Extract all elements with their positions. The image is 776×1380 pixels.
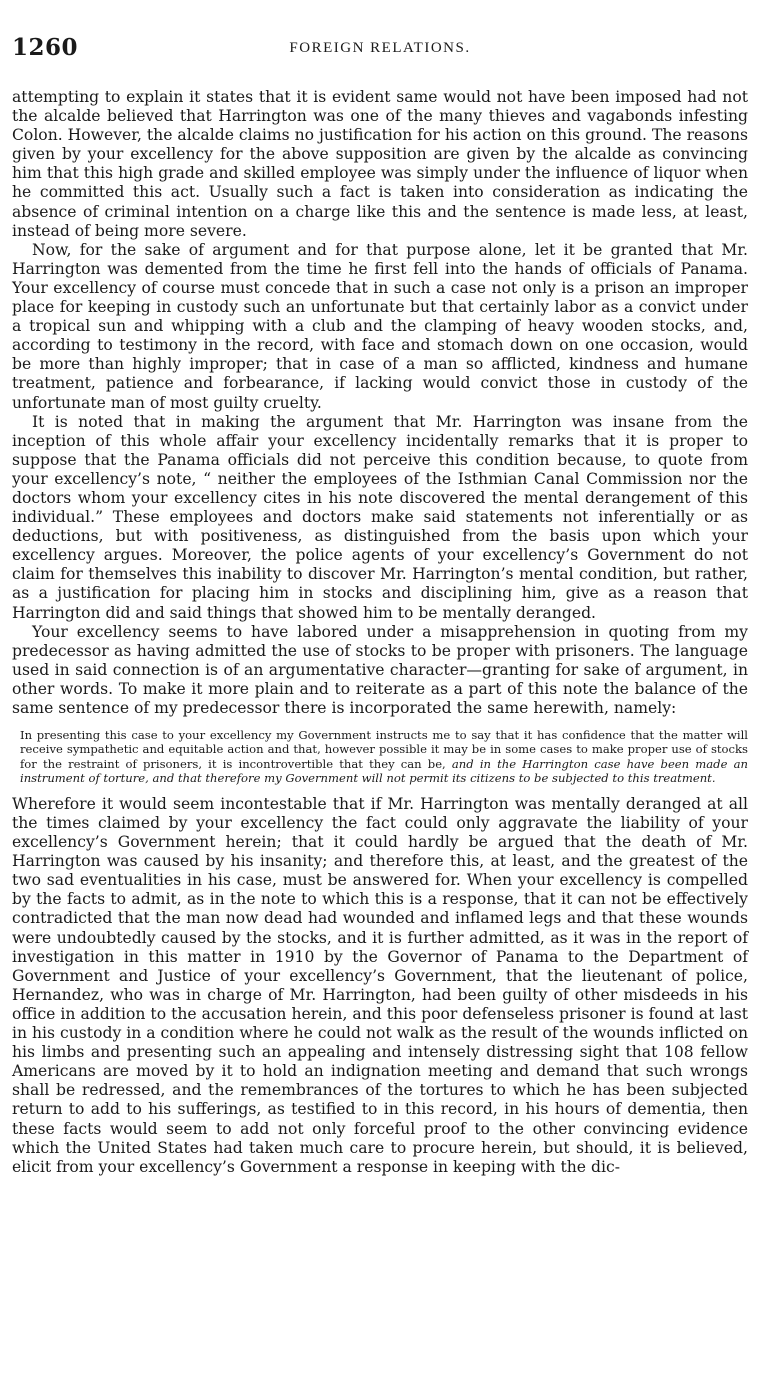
paragraph-continuation: attempting to explain it states that it is evident same would not have been imposed had not the alcalde believed that Harrington was one of the many thieves and vagabonds infesting Colon. However, the alcalde claims no justification for his action on this ground. The reasons given by your excellency for the above supposition are given by the alcalde as convincing him that this high grade and skilled employee was simply under the influence of liquor when he committed this act. Usually such a fact is taken into consideration as indicating the absence of criminal intention on a charge like this and the sentence is made less, at least, instead of being more severe. (12, 88, 748, 240)
paragraph: Now, for the sake of argument and for that purpose alone, let it be granted that Mr. Harrington was demented from the time he first fell into the hands of officials of Panama. Your excellency of course must concede that in such a case not only is a prison an improper place for keeping in custody such an unfortunate but that certainly labor as a convict under a tropical sun and whipping with a club and the clamping of heavy wooden stocks, and, according to testimony in the record, with face and stomach down on one occasion, would be more than highly improper; that in case of a man so afflicted, kindness and humane treatment, patience and forbearance, if lacking would convict those in custody of the unfortunate man of most guilty cruelty. (12, 240, 748, 412)
paragraph: It is noted that in making the argument that Mr. Harrington was insane from the inception of this whole affair your excellency incidentally remarks that it is proper to suppose that the Panama officials did not perceive this condition because, to quote from your excellency’s note, “ neither the employees of the Isthmian Canal Commission nor the doctors whom your excellency cites in his note discovered the mental derangement of this individual.” These employees and doctors make said statements not inferentially or as deductions, but with positiveness, as distinguished from the basis upon which your excellency argues. Moreover, the police agents of your excellency’s Government do not claim for themselves this inability to discover Mr. Harrington’s mental condition, but rather, as a justification for placing him in stocks and disciplining him, give as a reason that Harrington did and said things that showed him to be mentally deranged. (12, 412, 748, 622)
paragraph: Your excellency seems to have labored under a misapprehension in quoting from my predecessor as having admitted the use of stocks to be proper with prisoners. The language used in said connection is of an argumentative character—granting for sake of argument, in other words. To make it more plain and to reiterate as a part of this note the balance of the same sentence of my predecessor there is incorporated the same herewith, namely: (12, 622, 748, 717)
running-head: FOREIGN RELATIONS. (289, 40, 471, 56)
quote-italic-text: and in the Harrington case have been made an instrument of torture, and that therefore my Government will not permit its citizens to be subjected to this treatment. (20, 756, 748, 785)
block-quote (20, 728, 748, 785)
paragraph-final: Wherefore it would seem incontestable that if Mr. Harrington was mentally deranged at all the times claimed by your excellency the fact could only aggravate the liability of your excellency’s Government herein; that it could hardly be argued that the death of Mr. Harrington was caused by his insanity; and therefore this, at least, and the greatest of the two sad eventualities in his case, must be answered for. When your excellency is compelled by the facts to admit, as in the note to which this is a response, that it can not be effectively contradicted that the man now dead had wounded and inflamed legs and that these wounds were undoubtedly caused by the stocks, and it is further admitted, as it was in the report of investigation in this matter in 1910 by the Governor of Panama to the Department of Government and Justice of your excellency’s Government, that the lieutenant of police, Hernandez, who was in charge of Mr. Harrington, had been guilty of other misdeeds in his office in addition to the accusation herein, and this poor defenseless prisoner is found at last in his custody in a condition where he could not walk as the result of the wounds inflicted on his limbs and presenting such an appealing and intensely distressing sight that 108 fellow Americans are moved by it to hold an indignation meeting and demand that such wrongs shall be redressed, and the remembrances of the tortures to which he has been subjected return to add to his sufferings, as testified to in this record, in his hours of dementia, then these facts would seem to add not only forceful proof to the other convincing evidence which the United States had taken much care to procure herein, but should, it is believed, elicit from your excellency’s Government a response in keeping with the dic- (12, 794, 748, 1176)
quote-plain-text: In presenting this case to your excellency my Government instructs me to say that it has confidence that the matter will receive sympathetic and equitable action and that, however possible it may be in some cases to make proper use of stocks for the restraint of prisoners, it is incontrovertible that they can be, (20, 728, 748, 771)
page-number: 1260 (12, 34, 79, 61)
body-text (12, 88, 748, 1177)
page-header (12, 34, 748, 64)
